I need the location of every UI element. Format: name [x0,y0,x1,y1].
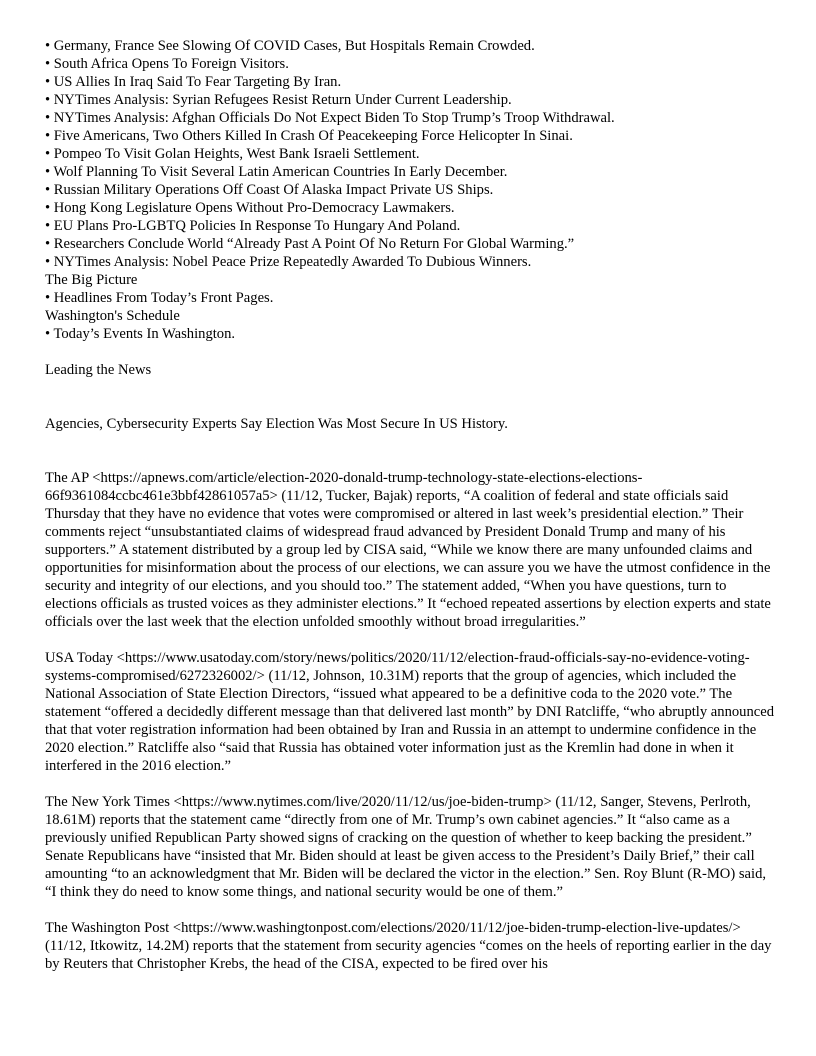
bullet-item: • Pompeo To Visit Golan Heights, West Bank Israeli Settlement. [45,146,420,162]
schedule-item: • Today’s Events In Washington. [45,326,236,342]
headline: Agencies, Cybersecurity Experts Say Election Was Most Secure In US History. [45,416,508,432]
section-title: Leading the News [45,362,152,378]
bullet-item: • NYTimes Analysis: Syrian Refugees Resist Return Under Current Leadership. [45,92,512,108]
big-picture-heading: The Big Picture [45,272,138,288]
article-paragraph: The New York Times <https://www.nytimes.com/live/2020/11/12/us/joe-biden-trump> (11/12, Sanger, Stevens, Perlroth, 18.61M) reports that the statement came “directly from one of Mr. Trump’s own cabinet agencies.” It “also came as a previously unified Republican Party showed signs of cracking on the question of whether to keep backing the president.” Senate Republicans have “insisted that Mr. Biden should at least be given access to the President’s Daily Brief,” their call amounting “to an acknowledgment that Mr. Biden will be declared the victor in the election.” Sen. Roy Blunt (R-MO) said, “I think they do need to know some things, and national security would be one of them.” [45,794,767,900]
article-paragraph: The AP <https://apnews.com/article/election-2020-donald-trump-technology-state-elections-elections-66f9361084ccbc461e3bbf42861057a5> (11/12, Tucker, Bajak) reports, “A coalition of federal and state officials said Thursday that they have no evidence that votes were compromised or altered in last week’s presidential election.” Their comments reject “unsubstantiated claims of widespread fraud advanced by President Donald Trump and many of his supporters.” A statement distributed by a group led by CISA said, “While we know there are many unfounded claims and opportunities for misinformation about the process of our elections, we can assure you we have the utmost confidence in the security and integrity of our elections, and you should too.” The statement added, “When you have questions, turn to elections officials as trusted voices as they administer elections.” It “echoed repeated assertions by election experts and state officials over the last week that the election unfolded smoothly without broad irregularities.” [45,470,771,630]
bullet-item: • South Africa Opens To Foreign Visitors. [45,56,289,72]
schedule-heading: Washington's Schedule [45,308,180,324]
bullet-item: • Researchers Conclude World “Already Past A Point Of No Return For Global Warming.” [45,236,575,252]
bullet-item: • Germany, France See Slowing Of COVID Cases, But Hospitals Remain Crowded. [45,38,535,54]
bullet-list-top [45,37,775,271]
bullet-item: • US Allies In Iraq Said To Fear Targeting By Iran. [45,74,342,90]
article-paragraph: The Washington Post <https://www.washingtonpost.com/elections/2020/11/12/joe-biden-trump-election-live-updates/> (11/12, Itkowitz, 14.2M) reports that the statement from security agencies “comes on the heels of reporting earlier in the day by Reuters that Christopher Krebs, the head of the CISA, expected to be fired over his [45,920,772,972]
bullet-item: • Five Americans, Two Others Killed In Crash Of Peacekeeping Force Helicopter In Sinai. [45,128,573,144]
bullet-item: • Hong Kong Legislature Opens Without Pro-Democracy Lawmakers. [45,200,455,216]
big-picture-item: • Headlines From Today’s Front Pages. [45,290,274,306]
article-paragraph: USA Today <https://www.usatoday.com/story/news/politics/2020/11/12/election-fraud-officials-say-no-evidence-voting-systems-compromised/6272326002/> (11/12, Johnson, 10.31M) reports that the group of agencies, which included the National Association of State Election Directors, “issued what appeared to be a definitive coda to the 2020 vote.” The statement “offered a decidedly different message than that delivered last month” by DNI Ratcliffe, “who abruptly announced that that voter registration information had been obtained by Iran and Russia in an attempt to undermine confidence in the 2020 election.” Ratcliffe also “said that Russia has obtained voter information just as the Kremlin had done in when it interfered in the 2016 election.” [45,650,775,774]
bullet-item: • EU Plans Pro-LGBTQ Policies In Response To Hungary And Poland. [45,218,461,234]
document-page [45,37,775,973]
bullet-item: • Russian Military Operations Off Coast Of Alaska Impact Private US Ships. [45,182,494,198]
bullet-item: • Wolf Planning To Visit Several Latin American Countries In Early December. [45,164,508,180]
bullet-item: • NYTimes Analysis: Afghan Officials Do Not Expect Biden To Stop Trump’s Troop Withdrawal. [45,110,615,126]
bullet-item: • NYTimes Analysis: Nobel Peace Prize Repeatedly Awarded To Dubious Winners. [45,254,532,270]
